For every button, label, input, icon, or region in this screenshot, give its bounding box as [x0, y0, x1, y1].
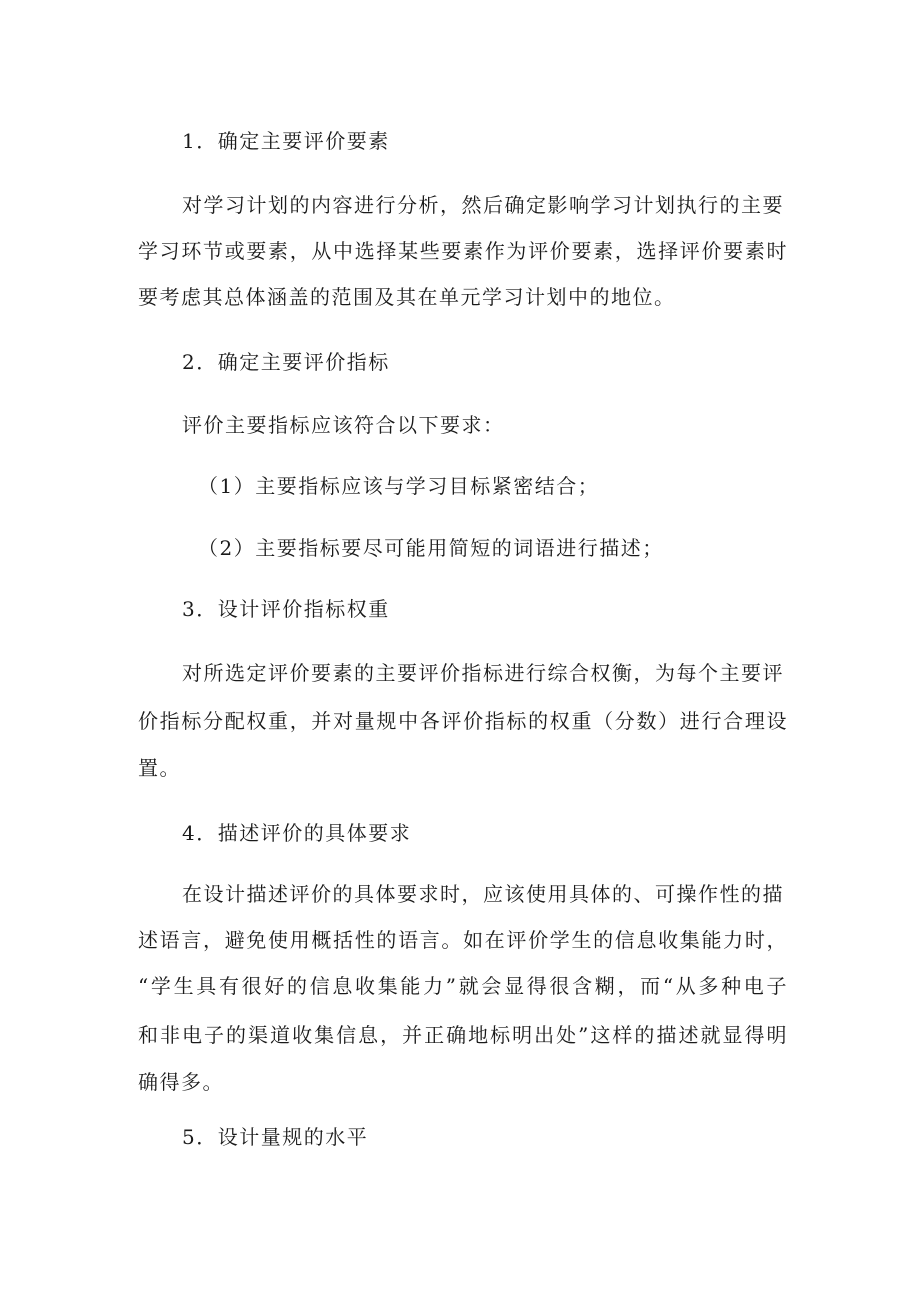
list-item: （1）主要指标应该与学习目标紧密结合； [198, 474, 600, 498]
section-heading-4: 4．描述评价的具体要求 [182, 821, 412, 845]
paragraph-line: 在设计描述评价的具体要求时，应该使用具体的、可操作性的描 [182, 882, 784, 906]
list-item: （2）主要指标要尽可能用简短的词语进行描述； [198, 536, 664, 560]
paragraph-line: 价指标分配权重，并对量规中各评价指标的权重（分数）进行合理设 [138, 709, 788, 733]
paragraph-line: 对所选定评价要素的主要评价指标进行综合权衡，为每个主要评 [182, 661, 784, 685]
paragraph-line: 和非电子的渠道收集信息，并正确地标明出处”这样的描述就显得明 [138, 1023, 788, 1047]
section-heading-2: 2．确定主要评价指标 [182, 350, 390, 374]
section-heading-5: 5．设计量规的水平 [182, 1125, 369, 1149]
paragraph-line: 学习环节或要素，从中选择某些要素作为评价要素，选择评价要素时 [138, 239, 788, 263]
paragraph-line: 对学习计划的内容进行分析，然后确定影响学习计划执行的主要 [182, 193, 784, 217]
paragraph-line: 评价主要指标应该符合以下要求： [182, 413, 505, 437]
paragraph-line: 确得多。 [138, 1070, 224, 1094]
paragraph-line: 述语言，避免使用概括性的语言。如在评价学生的信息收集能力时， [138, 928, 788, 952]
paragraph-line: “学生具有很好的信息收集能力”就会显得很含糊，而“从多种电子 [138, 974, 788, 998]
section-heading-3: 3．设计评价指标权重 [182, 597, 390, 621]
section-heading-1: 1．确定主要评价要素 [182, 129, 390, 153]
paragraph-line: 要考虑其总体涵盖的范围及其在单元学习计划中的地位。 [138, 285, 676, 309]
paragraph-line: 置。 [138, 756, 181, 780]
